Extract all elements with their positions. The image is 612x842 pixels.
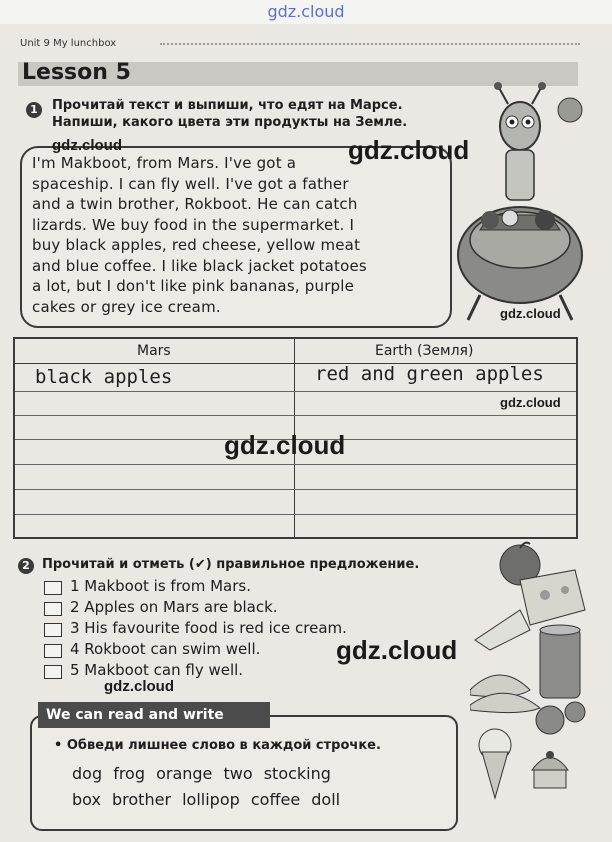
column-header-earth: Earth (Земля) bbox=[375, 343, 474, 359]
alien-spaceship-illustration bbox=[450, 80, 590, 330]
column-header-mars: Mars bbox=[137, 343, 171, 359]
lesson-title: Lesson 5 bbox=[22, 60, 131, 85]
cell-mars-row1[interactable]: black apples bbox=[35, 366, 173, 388]
text-line: spaceship. I can fly well. I've got a father bbox=[32, 174, 349, 193]
header-dotted-line bbox=[160, 43, 580, 45]
table-row-line bbox=[15, 489, 576, 490]
word-row-2[interactable]: box brother lollipop coffee doll bbox=[72, 790, 341, 809]
sentence-text: 2 Apples on Mars are black. bbox=[70, 598, 278, 616]
task1-number: 1 bbox=[26, 102, 42, 118]
sentence-text: 3 His favourite food is red ice cream. bbox=[70, 619, 347, 637]
sentence-text: 4 Rokboot can swim well. bbox=[70, 640, 261, 658]
table-header bbox=[15, 339, 576, 364]
watermark: gdz.cloud bbox=[52, 137, 122, 154]
sentence-text: 1 Makboot is from Mars. bbox=[70, 577, 251, 595]
sentence-text: 5 Makboot can fly well. bbox=[70, 661, 244, 679]
table-row-line bbox=[15, 514, 576, 515]
text-line: buy black apples, red cheese, yellow meat bbox=[32, 236, 361, 254]
task2-instruction: Прочитай и отметь (✔) правильное предложение. bbox=[42, 557, 420, 572]
table-row-line bbox=[15, 391, 576, 392]
watermark: gdz.cloud bbox=[500, 306, 561, 321]
checkbox[interactable] bbox=[44, 665, 62, 679]
unit-header: Unit 9 My lunchbox bbox=[20, 38, 117, 49]
watermark: gdz.cloud bbox=[348, 135, 470, 165]
checkbox[interactable] bbox=[44, 623, 62, 637]
task1-instruction-line1: Прочитай текст и выпиши, что едят на Марсе. bbox=[52, 98, 403, 113]
task1-instruction-line2: Напиши, какого цвета эти продукты на Земле. bbox=[52, 115, 408, 130]
reading-text bbox=[32, 153, 442, 317]
checkbox[interactable] bbox=[44, 602, 62, 616]
watermark: gdz.cloud bbox=[500, 395, 561, 410]
text-line: and blue coffee. I like black jacket potatoes bbox=[32, 256, 367, 275]
checkbox[interactable] bbox=[44, 644, 62, 658]
read-write-instruction: • Обведи лишнее слово в каждой строчке. bbox=[54, 738, 381, 753]
text-line: cakes or grey ice cream. bbox=[32, 297, 221, 316]
food-illustration bbox=[470, 540, 600, 800]
text-line: lizards. We buy food in the supermarket. I bbox=[32, 215, 355, 234]
watermark: gdz.cloud bbox=[336, 635, 458, 665]
watermark: gdz.cloud bbox=[224, 430, 346, 460]
text-line: a lot, but I don't like pink bananas, purple bbox=[32, 277, 355, 295]
word-row-1[interactable]: dog frog orange two stocking bbox=[72, 764, 331, 783]
watermark: gdz.cloud bbox=[104, 678, 174, 695]
site-title[interactable]: gdz.cloud bbox=[267, 2, 345, 21]
cell-earth-row1[interactable]: red and green apples bbox=[315, 363, 544, 385]
task2-number: 2 bbox=[18, 558, 34, 574]
checkbox[interactable] bbox=[44, 581, 62, 595]
table-row-line bbox=[15, 464, 576, 465]
table-row-line bbox=[15, 415, 576, 416]
section-banner: We can read and write bbox=[38, 702, 270, 728]
text-line: and a twin brother, Rokboot. He can catch bbox=[32, 195, 358, 213]
text-line: I'm Makboot, from Mars. I've got a bbox=[32, 154, 297, 172]
